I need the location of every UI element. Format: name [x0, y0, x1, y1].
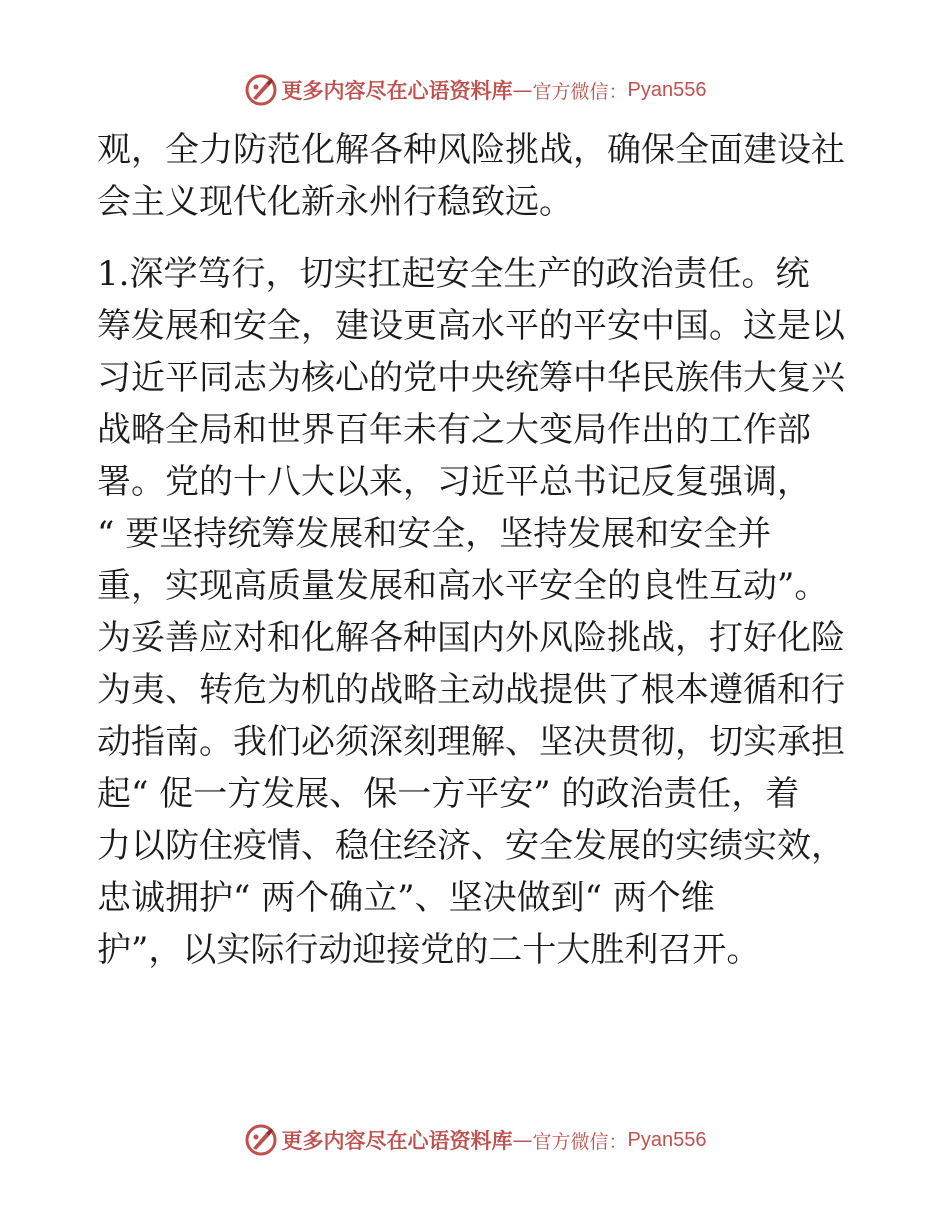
text-line: 会主义现代化新永州行稳致远。 — [97, 182, 573, 222]
text-line: 力以防住疫情、稳住经济、安全发展的实绩实效， — [97, 826, 845, 866]
quill-pen-seal-icon — [244, 1123, 278, 1157]
banner-brand-text: 更多内容尽在心语资料库 — [281, 1128, 513, 1153]
text-line: 习近平同志为核心的党中央统筹中华民族伟大复兴 — [97, 358, 845, 398]
document-body — [97, 124, 857, 976]
text-line: 1.深学笃行，切实扛起安全生产的政治责任。统 — [97, 254, 810, 294]
banner-dash: — — [512, 78, 533, 102]
text-line: 忠诚拥护“ 两个确立”、坚决做到“ 两个维 — [97, 878, 715, 918]
banner-brand-text: 更多内容尽在心语资料库 — [281, 78, 513, 103]
banner-wechat-label: 官方微信： — [532, 80, 628, 103]
banner-dash: — — [512, 1128, 533, 1152]
text-line: 筹发展和安全，建设更高水平的平安中国。这是以 — [97, 306, 845, 346]
text-line: 战略全局和世界百年未有之大变局作出的工作部 — [97, 410, 811, 450]
banner-wechat-id: Pyan556 — [627, 78, 707, 101]
footer-banner — [0, 1120, 950, 1160]
text-line: 为夷、转危为机的战略主动战提供了根本遵循和行 — [97, 670, 845, 710]
paragraph-2 — [97, 248, 857, 976]
quill-pen-seal-icon — [244, 73, 278, 107]
banner-wechat-id: Pyan556 — [627, 1128, 707, 1151]
text-line: 动指南。我们必须深刻理解、坚决贯彻，切实承担 — [97, 722, 845, 762]
text-line: 观，全力防范化解各种风险挑战，确保全面建设社 — [97, 130, 845, 170]
paragraph-gap — [97, 228, 857, 248]
text-line: 署。党的十八大以来，习近平总书记反复强调， — [97, 462, 811, 502]
paragraph-1 — [97, 124, 857, 228]
banner-wechat-label: 官方微信： — [532, 1130, 628, 1153]
text-line: 重，实现高质量发展和高水平安全的良性互动”。 — [97, 566, 829, 606]
text-line: 为妥善应对和化解各种国内外风险挑战，打好化险 — [97, 618, 845, 658]
header-banner — [0, 70, 950, 110]
text-line: 护”，以实际行动迎接党的二十大胜利召开。 — [97, 930, 761, 970]
text-line: “ 要坚持统筹发展和安全，坚持发展和安全并 — [97, 514, 772, 554]
text-line: 起“ 促一方发展、保一方平安” 的政治责任，着 — [97, 774, 800, 814]
